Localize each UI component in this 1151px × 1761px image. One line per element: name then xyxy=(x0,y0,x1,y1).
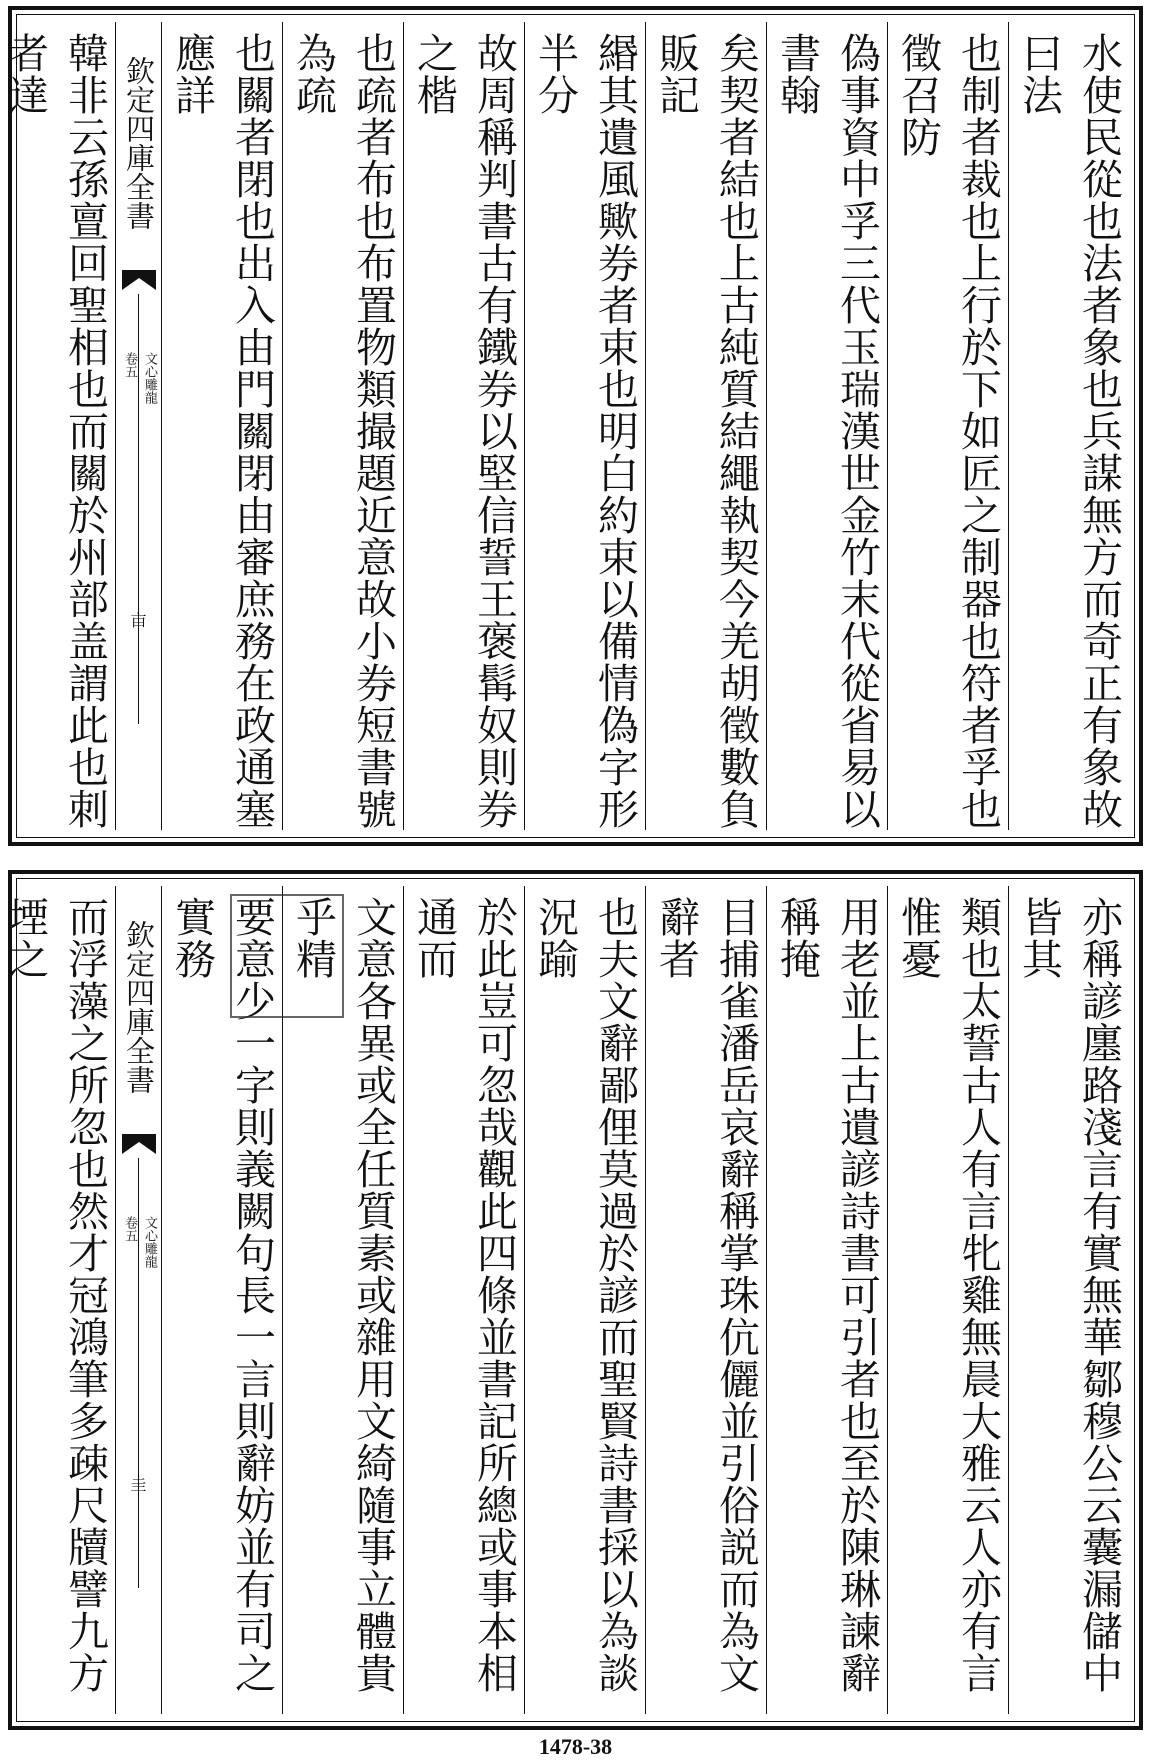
column-text: 也疏者布也布置物類撮題近意故小券短書號為疏 xyxy=(289,32,397,830)
folio-number: 圭 xyxy=(128,1476,147,1492)
column-text: 故周稱判書古有鐵券以堅信誓王褒髯奴則券之楷 xyxy=(410,32,518,830)
column-text: 也制者裁也上行於下如匠之制器也符者孚也徵召防 xyxy=(894,32,1002,830)
text-column xyxy=(403,22,524,830)
text-column xyxy=(282,22,403,830)
column-text: 亦稱諺廛路淺言有實無華鄒穆公云囊漏儲中皆其 xyxy=(1015,896,1123,1694)
book-title: 欽定四庫全書 xyxy=(122,56,156,230)
text-column xyxy=(766,886,887,1714)
center-line xyxy=(138,294,139,724)
column-text: 目捕雀潘岳哀辭稱掌珠伉儷並引俗説而為文辭者 xyxy=(652,896,760,1694)
page-top xyxy=(1,6,1143,846)
text-columns-top xyxy=(1,22,1129,830)
text-column xyxy=(645,886,766,1714)
page-bottom xyxy=(1,870,1143,1730)
text-column xyxy=(0,886,115,1714)
column-text: 矣契者結也上古純質結繩執契今羌胡徵數負販記 xyxy=(652,32,760,830)
fishtail-mark xyxy=(122,270,156,290)
text-column xyxy=(524,22,645,830)
text-column xyxy=(887,22,1008,830)
center-fold xyxy=(115,886,161,1714)
center-volume-small: 卷五 xyxy=(122,352,137,378)
column-text: 水使民從也法者象也兵謀無方而奇正有象故曰法 xyxy=(1015,32,1123,830)
text-column xyxy=(887,886,1008,1714)
center-volume-small: 卷五 xyxy=(122,1216,137,1242)
page-number: 1478-38 xyxy=(538,1734,613,1759)
text-column xyxy=(403,886,524,1714)
folio-number: 亩 xyxy=(128,612,147,628)
center-line xyxy=(138,1158,139,1588)
text-column xyxy=(524,886,645,1714)
column-text: 用老並上古遺諺詩書可引者也至於陳琳諫辭稱掩 xyxy=(773,896,881,1694)
text-column xyxy=(1008,886,1129,1714)
column-text: 也關者閉也出入由門關閉由審庶務在政通塞應詳 xyxy=(168,32,276,830)
text-column xyxy=(161,22,282,830)
text-column xyxy=(645,22,766,830)
fishtail-mark xyxy=(122,1134,156,1154)
text-column xyxy=(766,22,887,830)
text-column xyxy=(1008,22,1129,830)
center-title-small: 文心雕龍 xyxy=(142,352,157,404)
column-text: 要意少一字則義闕句長一言則辭妨並有司之實務 xyxy=(168,896,276,1694)
column-text: 緡其遺風歟券者束也明白約束以備情偽字形半分 xyxy=(531,32,639,830)
column-text: 類也太誓古人有言牝雞無晨大雅云人亦有言惟憂 xyxy=(894,896,1002,1694)
center-title-small: 文心雕龍 xyxy=(142,1216,157,1268)
column-text: 文意各異或全任質素或雜用文綺隨事立體貴乎精 xyxy=(289,896,397,1694)
column-text: 偽事資中孚三代玉瑞漢世金竹末代從省易以書翰 xyxy=(773,32,881,830)
text-column xyxy=(0,22,115,830)
column-text: 也夫文辭鄙俚莫過於諺而聖賢詩書採以為談況踰 xyxy=(531,896,639,1694)
center-fold xyxy=(115,22,161,830)
column-text: 韓非云孫亶回聖相也而關於州部盖謂此也刺者達 xyxy=(1,32,109,830)
seal-stamp xyxy=(230,894,344,1018)
text-columns-bottom xyxy=(1,886,1129,1714)
column-text: 而浮藻之所忽也然才冠鴻筆多疎尺牘譬九方堙之 xyxy=(1,896,109,1694)
book-title: 欽定四庫全書 xyxy=(122,920,156,1094)
column-text: 於此豈可忽哉觀此四條並書記所總或事本相通而 xyxy=(410,896,518,1694)
